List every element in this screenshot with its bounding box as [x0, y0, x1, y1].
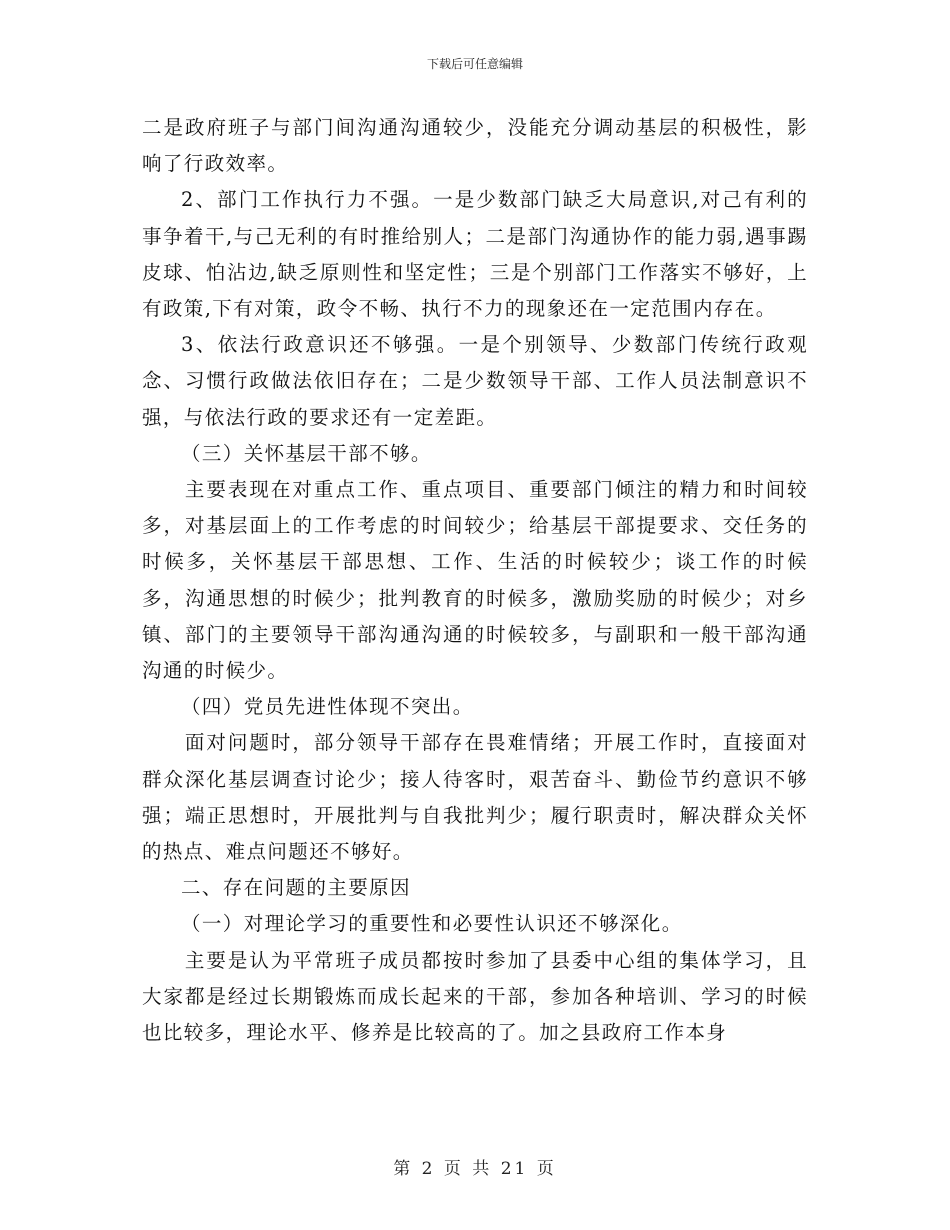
paragraph-5: 面对问题时，部分领导干部存在畏难情绪；开展工作时，直接面对群众深化基层调查讨论少；接人待客时，艰苦奋斗、勤俭节约意识不够强；端正思想时，开展批判与自我批判少；履行职责时，解决群众关怀的热点、难点问题还不够好。 — [142, 731, 808, 864]
section-heading-4: （四）党员先进性体现不突出。 — [181, 695, 474, 719]
page-footer: 第 2 页 共 21 页 — [393, 1159, 557, 1179]
paragraph-4: 主要表现在对重点工作、重点项目、重要部门倾注的精力和时间较多，对基层面上的工作考虑的时间较少；给基层干部提要求、交任务的时候多，关怀基层干部思想、工作、生活的时候较少；谈工作的时候多，沟通思想的时候少；批判教育的时候多，激励奖励的时候少；对乡镇、部门的主要领导干部沟通沟通的时候较多，与副职和一般干部沟通沟通的时候少。 — [142, 478, 808, 683]
paragraph-2: 2、部门工作执行力不强。一是少数部门缺乏大局意识,对己有利的事争着干,与己无利的有时推给别人；二是部门沟通协作的能力弱,遇事踢皮球、怕沾边,缺乏原则性和坚定性；三是个别部门工作落实不够好，上有政策,下有对策，政令不畅、执行不力的现象还在一定范围内存在。 — [142, 188, 808, 321]
document-body — [142, 110, 808, 1051]
section-heading-1: （一）对理论学习的重要性和必要性认识还不够深化。 — [181, 912, 683, 936]
page-header: 下载后可任意编辑 — [426, 57, 523, 71]
paragraph-1: 二是政府班子与部门间沟通沟通较少，没能充分调动基层的积极性，影响了行政效率。 — [142, 116, 808, 176]
paragraph-3: 3、依法行政意识还不够强。一是个别领导、少数部门传统行政观念、习惯行政做法依旧存在；二是少数领导干部、工作人员法制意识不强，与依法行政的要求还有一定差距。 — [142, 333, 808, 429]
paragraph-6: 主要是认为平常班子成员都按时参加了县委中心组的集体学习，且大家都是经过长期锻炼而成长起来的干部，参加各种培训、学习的时候也比较多，理论水平、修养是比较高的了。加之县政府工作本身 — [142, 948, 808, 1045]
chapter-heading-2: 二、存在问题的主要原因 — [181, 876, 411, 900]
section-heading-3: （三）关怀基层干部不够。 — [181, 441, 432, 465]
